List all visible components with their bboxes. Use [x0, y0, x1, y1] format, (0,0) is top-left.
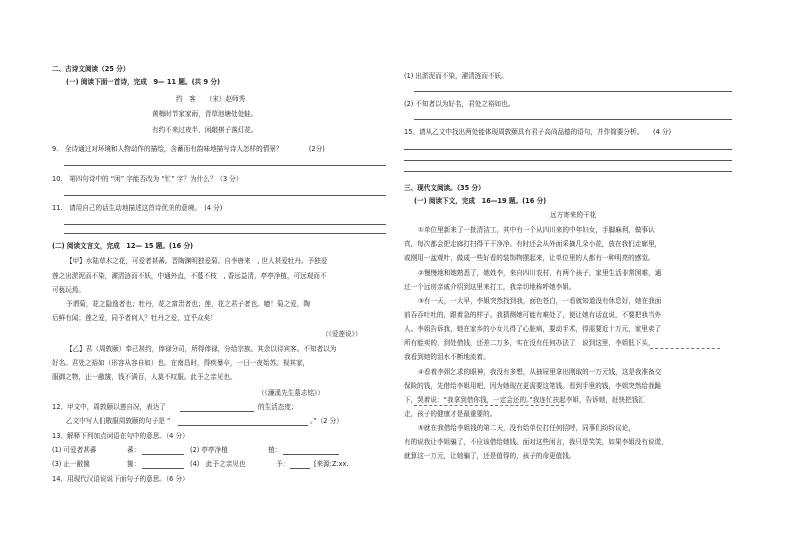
fill-blank — [290, 468, 310, 469]
q13-item-2: (2) 亭亭净植 — [190, 446, 228, 454]
question-10: 10. 第四句诗中的 “闲” 字能否改为 “忙” 字？为什么？（3 分） — [52, 175, 243, 183]
story-paragraph-line: 保险的钱，先借给李姐用吧，因为她现在更需要这笔钱。看到手里的钱，李姐突然给我跪 — [404, 382, 662, 390]
section-2-title: 二、古诗文阅读（25 分） — [52, 65, 130, 73]
passage-jia-source: （《爱莲说》） — [322, 330, 362, 338]
q13-item-4: (4) 此予之亲见也 — [190, 460, 246, 468]
classical-reading-instructions: (二) 阅读文言文，完成 12— 15 题。(16 分) — [52, 242, 194, 250]
fill-blank — [178, 425, 308, 426]
poem-reading-instructions: (一) 阅读下面一首诗，完成 9— 11 题。(共 9 分) — [66, 78, 220, 86]
question-13: 13、解释下列加点词语在句中的意思。（4 分） — [52, 432, 189, 440]
passage-yi-line-3: 服御之物，止一敝箧，钱不满百，人莫不叹服。此予之亲见也。 — [52, 373, 237, 381]
answer-line — [404, 171, 732, 172]
story-paragraph-line: ③有一天，一大早，李姐突然找到我，面色苍白，一看就知道没有休息好，她在我面 — [418, 297, 662, 305]
story-paragraph-line: 或刚用一盆观叶，做成一些好看的装饰物摆起来，让单位里的人都有一种明亮的感觉。 — [404, 254, 655, 262]
story-paragraph-line: 所有能卖的，到处借钱，还差二万多，实在没有任何办法了 说到这里，李姐低下头， — [404, 339, 655, 347]
q13-item-3-label: 箧： — [127, 460, 141, 468]
answer-line — [64, 224, 386, 225]
source-watermark-text: [来源:Z.xx. — [314, 460, 349, 468]
passage-jia-line-3: 可亵玩焉。 — [52, 286, 85, 294]
passage-jia-line-1: 【甲】水陆草木之花，可爱者甚蕃。晋陶渊明独爱菊。自李唐来 , 世人甚爱牡丹。予独爱 — [66, 257, 328, 265]
question-14: 14、用现代汉语说说下面句子的意思。（6 分） — [52, 475, 189, 483]
story-paragraph-line: 走，孩子的健康才是最重要的。 — [404, 410, 497, 418]
story-title: 远方寄来的干花 — [550, 211, 597, 219]
question-9: 9. 全诗通过对环境和人物动作的描绘，含蓄而有韵味地描写诗人怎样的情景？ (2分) — [52, 145, 325, 153]
answer-line — [404, 149, 732, 150]
answer-line — [404, 160, 732, 161]
underlined-sentence-mark — [414, 405, 564, 406]
passage-yi-line-1: 【乙】君（周敦颐）奉己甚约，俸禄分司，所得俸禄，分给宗族。其余以待宾客。不知者以为 — [66, 345, 337, 353]
story-paragraph-line: ⑤就在我借给李姐钱的第二天，没有给单位打任何招呼，同事们纷纷议论， — [418, 424, 635, 432]
story-paragraph-line: 前吞吞吐吐的，跟着急的样子。我猜测她可能有难处了，便让她有话直说，不要把我当外 — [404, 311, 662, 319]
answer-line — [64, 165, 386, 166]
story-paragraph-line: 有的说我让李姐骗了，不应该借给她钱。面对这些闲言，我只是笑笑，如果李姐没有说谎， — [404, 438, 668, 446]
story-paragraph-line: 过一个远房亲戚介绍到这里来打工，我亲切地称呼她李姐。 — [404, 283, 576, 291]
story-paragraph-line: 人。李姐告诉我，她在家乡的小女儿得了心脏病，要动手术，得需要近十万元，家里卖了 — [404, 325, 662, 333]
underlined-sentence-mark — [650, 348, 720, 349]
q13-item-2-label: 植： — [268, 446, 282, 454]
poem-line-1: 黄梅时节家家雨，青草池塘处处蛙。 — [152, 110, 258, 118]
q14-sentence-1: (1) 出淤泥而不染，濯清涟而不妖。 — [404, 72, 508, 80]
question-15: 15、请从乙文中找出两处能体现周敦颐具有君子高尚品德的语句，并作简要分析。 (4 分) — [404, 128, 672, 136]
answer-line — [414, 119, 732, 120]
q14-sentence-2: (2) 不知者以为好名，君处之裕如也。 — [404, 100, 515, 108]
passage-jia-line-4: 予谓菊，花之隐逸者也；牡丹，花之富贵者也；莲，花之君子者也。噫！菊之爱，陶 — [66, 300, 310, 308]
section-3-title: 三、现代文阅读。（35 分） — [404, 184, 485, 192]
q13-item-1: (1) 可爱者甚蕃 — [52, 446, 97, 454]
question-11: 11. 请用自己的话生动地描述这首诗优美的意境。 (4 分) — [52, 204, 223, 212]
answer-line — [64, 195, 386, 196]
poem-line-2: 有约不来过夜半，闲敲棋子落灯花。 — [152, 126, 258, 134]
fill-blank — [142, 454, 184, 455]
q13-item-4-label: 予： — [276, 460, 290, 468]
question-12-part-3: 乙文中写人们敬服周敦颐的句子是 “ — [66, 417, 171, 425]
poem-title: 约 客 （宋）赵师秀 — [176, 95, 246, 103]
story-paragraph-line: 我看到她的泪水不断地流着。 — [404, 353, 490, 361]
q13-item-3: (3) 止一敝箧 — [52, 460, 90, 468]
story-paragraph-line: ④看着李姐乞求的眼神，我没有多想，从抽屉里拿出刚取的一万元钱，这是我准备交 — [418, 368, 662, 376]
passage-jia-line-2: 莲之出淤泥而不染，濯清涟而不妖，中通外直，不蔓不枝 , 香远益清，亭亭净植，可远观而不 — [52, 272, 327, 280]
passage-yi-line-2: 好名。君处之裕如（形容从容自如）也。在南昌时，得疾暴卒，一日一夜始苏。视其家， — [52, 359, 310, 367]
question-12-part-2: 的生活态度； — [258, 403, 298, 411]
passage-yi-source: （《濂溪先生墓志铭》） — [258, 389, 324, 397]
passage-jia-line-5: 后鲜有闻；莲之爱，同予者何人？牡丹之爱，宜乎众矣！ — [52, 314, 217, 322]
story-paragraph-line: 下，哭着说：“我拿到借你钱，一定会还的。”我连忙扶起李姐，告诉她，赶快把钱汇 — [404, 396, 645, 404]
answer-line — [414, 91, 732, 92]
q13-item-1-label: 蕃： — [127, 446, 141, 454]
story-paragraph-line: 就算这一万元，让她骗了，还是值得的，孩子的命更值钱。 — [404, 452, 576, 460]
modern-reading-instructions: (一) 阅读下文，完成 16—19 题。(16 分) — [414, 197, 547, 205]
question-12-part-4: 。”（2 分） — [310, 417, 343, 425]
fill-blank — [283, 454, 339, 455]
story-paragraph-line: ②慢慢地和她熟悉了，她姓李，来自四川农村，有两个孩子，家里生活非常困难，通 — [418, 269, 662, 277]
question-12-part-1: 12、甲文中，周敦颐以莲自况，表达了 — [52, 403, 166, 411]
fill-blank — [142, 468, 184, 469]
story-paragraph-line: ①单位里新来了一批清洁工，其中有一个从四川来的中年妇女，手脚麻利，做事认 — [418, 226, 655, 234]
story-paragraph-line: 真，每次都会把走廊打扫得干干净净。有时还会从外面采摘几朵小花，放在我们走廊里， — [404, 240, 662, 248]
fill-blank — [180, 411, 254, 412]
answer-line — [64, 233, 386, 234]
